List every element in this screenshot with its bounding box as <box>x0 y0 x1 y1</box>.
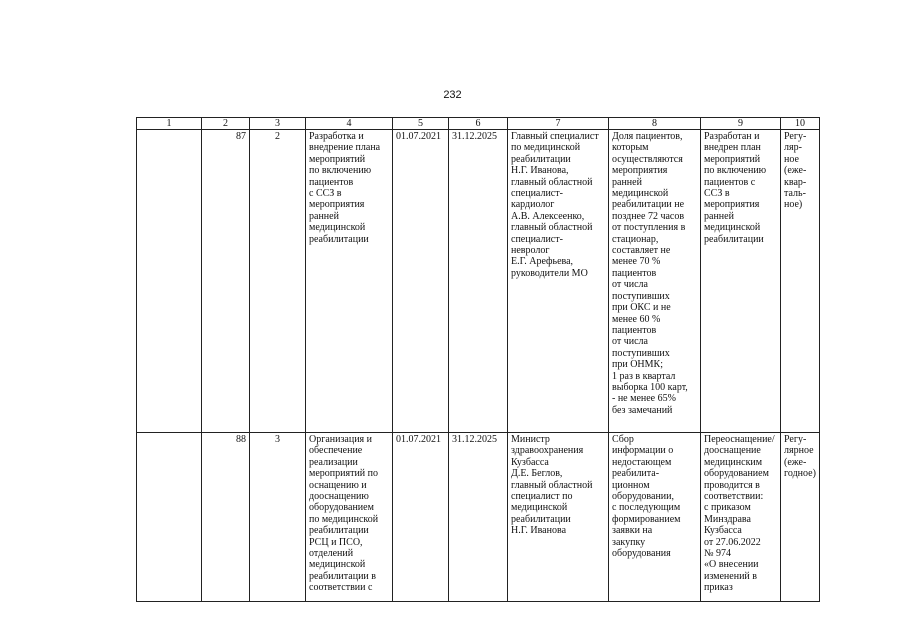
table-row <box>137 130 820 433</box>
column-number-row <box>137 118 820 130</box>
indicator-cell: Сбор информации о недостающем реабилита- ционном оборудовании, с последующим формированием заявки на закупку оборудования <box>609 433 701 602</box>
column-number: 2 <box>202 118 250 130</box>
item-number-cell: 2 <box>250 130 306 433</box>
column-number: 3 <box>250 118 306 130</box>
frequency-cell: Регу- ляр- ное (еже- квар- таль- ное) <box>781 130 820 433</box>
start-date-cell: 01.07.2021 <box>393 130 449 433</box>
column-number: 4 <box>306 118 393 130</box>
responsible-cell: Главный специалист по медицинской реабилитации Н.Г. Иванова, главный областной специалист- кардиолог А.В. Алексеенко, главный областной специалист- невролог Е.Г. Арефьева, руководители МО <box>508 130 609 433</box>
row-number-cell: 87 <box>202 130 250 433</box>
section-cell <box>137 433 202 602</box>
item-number-cell: 3 <box>250 433 306 602</box>
frequency-cell: Регу- лярное (еже- годное) <box>781 433 820 602</box>
activity-cell: Организация и обеспечение реализации мероприятий по оснащению и дооснащению оборудованием по медицинской реабилитации РСЦ и ПСО, отделений медицинской реабилитации в соответствии с <box>306 433 393 602</box>
result-cell: Переоснащение/ дооснащение медицинским оборудованием проводится в соответствии: с приказом Минздрава Кузбасса от 27.06.2022 № 974 «О внесении изменений в приказ <box>701 433 781 602</box>
start-date-cell: 01.07.2021 <box>393 433 449 602</box>
activity-cell: Разработка и внедрение плана мероприятий по включению пациентов с ССЗ в мероприятия ранней медицинской реабилитации <box>306 130 393 433</box>
column-number: 9 <box>701 118 781 130</box>
plan-table <box>136 117 820 602</box>
result-cell: Разработан и внедрен план мероприятий по включению пациентов с ССЗ в мероприятия ранней медицинской реабилитации <box>701 130 781 433</box>
column-number: 10 <box>781 118 820 130</box>
indicator-cell: Доля пациентов, которым осуществляются мероприятия ранней медицинской реабилитации не позднее 72 часов от поступления в стационар, составляет не менее 70 % пациентов от числа поступивших при ОКС и не менее 60 % пациентов от числа поступивших при ОНМК; 1 раз в квартал выборка 100 карт, - не менее 65% без замечаний <box>609 130 701 433</box>
column-number: 7 <box>508 118 609 130</box>
section-cell <box>137 130 202 433</box>
end-date-cell: 31.12.2025 <box>449 433 508 602</box>
column-number: 1 <box>137 118 202 130</box>
column-number: 8 <box>609 118 701 130</box>
responsible-cell: Министр здравоохранения Кузбасса Д.Е. Беглов, главный областной специалист по медицинской реабилитации Н.Г. Иванова <box>508 433 609 602</box>
end-date-cell: 31.12.2025 <box>449 130 508 433</box>
column-number: 5 <box>393 118 449 130</box>
column-number: 6 <box>449 118 508 130</box>
row-number-cell: 88 <box>202 433 250 602</box>
table-row <box>137 433 820 602</box>
page-number: 232 <box>443 89 462 101</box>
